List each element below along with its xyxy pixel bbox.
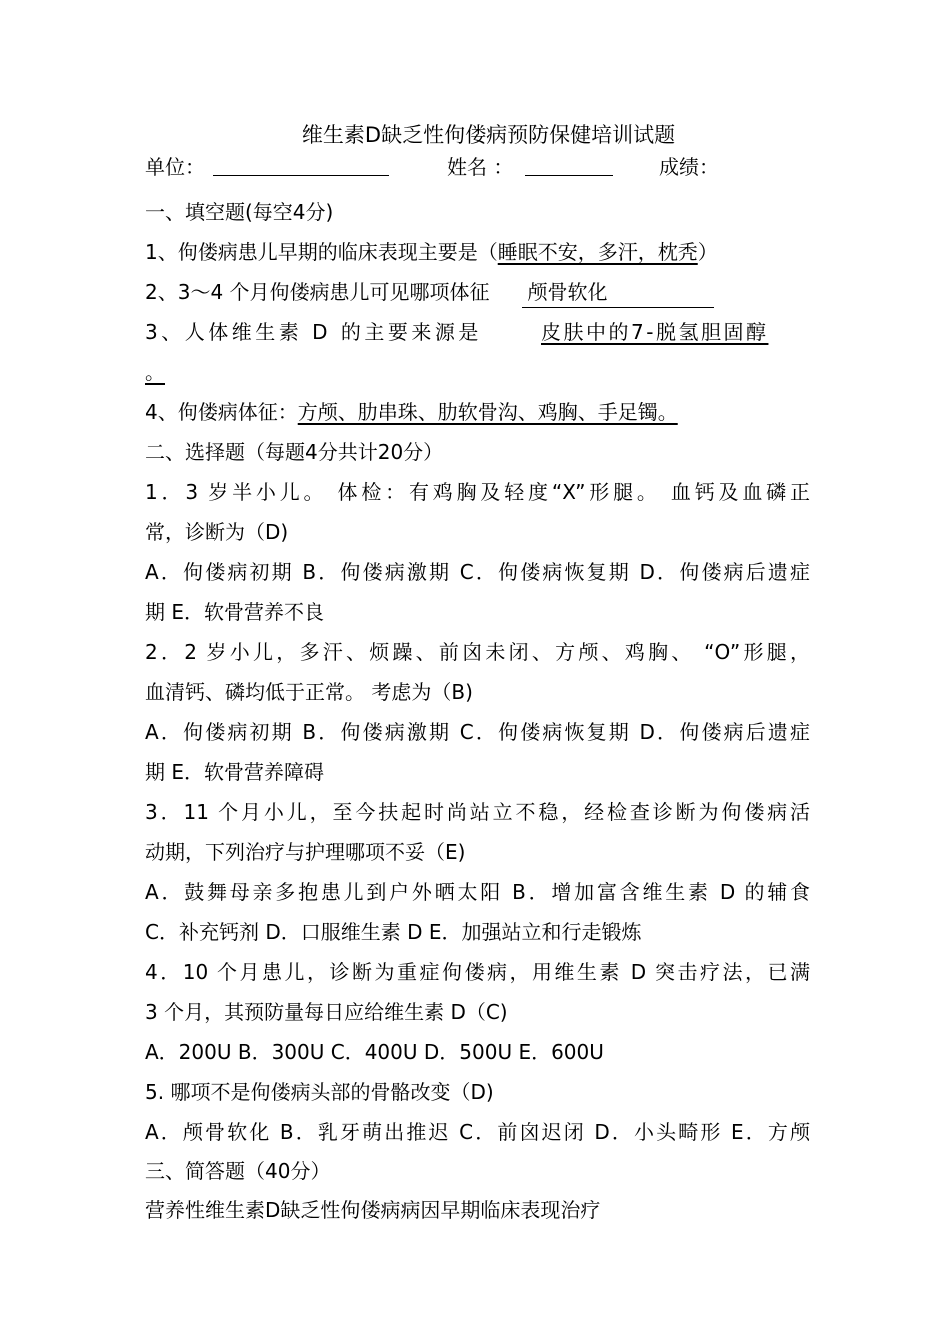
choice-question-5-options: A．颅骨软化 B．乳牙萌出推迟 C．前囟迟闭 D．小头畸形 E．方颅: [145, 1120, 810, 1144]
fill-question-3-cont: [145, 352, 810, 392]
fill-question-4: [145, 392, 810, 432]
section-heading-short-answer: 三、简答题（40分）: [145, 1159, 331, 1183]
fill-question-1-text: 1、佝偻病患儿早期的临床表现主要是（: [145, 240, 498, 264]
fill-question-2-text: 2、3～4 个月佝偻病患儿可见哪项体征: [145, 280, 490, 304]
name-label: 姓名 ：: [447, 155, 514, 179]
fill-question-1-answer: 睡眠不安，多汗，枕秃: [497, 240, 698, 264]
choice-question-2-line1: 2．2 岁小儿，多汗、烦躁、前囟未闭、方颅、鸡胸、 “O”形腿，: [145, 640, 810, 664]
header-fields: [145, 152, 810, 182]
section-heading-fill-in: 一、填空题(每空4分): [145, 200, 334, 224]
section-heading-choice: 二、选择题（每题4分共计20分）: [145, 440, 444, 464]
page-title: 维生素D缺乏性佝偻病预防保健培训试题: [301, 123, 676, 147]
fill-question-1-close: ）: [697, 240, 718, 264]
fill-question-3: [145, 312, 810, 352]
choice-question-1-line2: 常，诊断为（D): [145, 520, 289, 544]
choice-question-2-line2: 血清钙、磷均低于正常。 考虑为（B): [145, 680, 473, 704]
choice-question-4-line2: 3 个月，其预防量每日应给维生素 D（C): [145, 1000, 508, 1024]
choice-question-1-options-line2: 期 E．软骨营养不良: [145, 600, 324, 624]
choice-question-1-options-line1: A．佝偻病初期 B．佝偻病激期 C．佝偻病恢复期 D．佝偻病后遗症: [145, 560, 810, 584]
choice-question-1-line1: 1．3 岁半小儿。 体检：有鸡胸及轻度“X”形腿。 血钙及血磷正: [145, 480, 810, 504]
fill-question-3-answer-end: 。: [145, 360, 165, 384]
short-answer-question-1: 营养性维生素D缺乏性佝偻病病因早期临床表现治疗: [145, 1198, 601, 1222]
unit-label: 单位：: [145, 155, 205, 179]
fill-question-2-answer: 颅骨软化: [522, 277, 714, 308]
unit-blank: [213, 174, 389, 176]
choice-question-4-options: A．200U B．300U C．400U D．500U E．600U: [145, 1040, 604, 1064]
choice-question-4-line1: 4．10 个月患儿，诊断为重症佝偻病，用维生素 D 突击疗法，已满: [145, 960, 810, 984]
choice-question-3-line2: 动期，下列治疗与护理哪项不妥（E): [145, 840, 466, 864]
fill-question-1: [145, 232, 810, 272]
choice-question-2-options-line2: 期 E．软骨营养障碍: [145, 760, 324, 784]
score-label: 成绩：: [659, 155, 719, 179]
choice-question-3-options-line2: C．补充钙剂 D．口服维生素 D E．加强站立和行走锻炼: [145, 920, 642, 944]
choice-question-3-options-line1: A．鼓舞母亲多抱患儿到户外晒太阳 B．增加富含维生素 D 的辅食: [145, 880, 810, 904]
fill-question-3-text: 3、人体维生素 D 的主要来源是: [145, 320, 482, 344]
fill-question-4-answer: 方颅、肋串珠、肋软骨沟、鸡胸、手足镯。: [297, 400, 678, 424]
exam-page: [145, 118, 810, 1230]
choice-question-3-line1: 3．11 个月小儿，至今扶起时尚站立不稳，经检查诊断为佝偻病活: [145, 800, 810, 824]
fill-question-3-answer: 皮肤中的7-脱氢胆固醇: [541, 320, 769, 344]
choice-question-2-options-line1: A．佝偻病初期 B．佝偻病激期 C．佝偻病恢复期 D．佝偻病后遗症: [145, 720, 810, 744]
fill-question-2: [145, 272, 810, 312]
fill-question-4-text: 4、佝偻病体征：: [145, 400, 298, 424]
choice-question-5-line1: 5. 哪项不是佝偻病头部的骨骼改变（D): [145, 1080, 494, 1104]
name-blank: [525, 174, 613, 176]
